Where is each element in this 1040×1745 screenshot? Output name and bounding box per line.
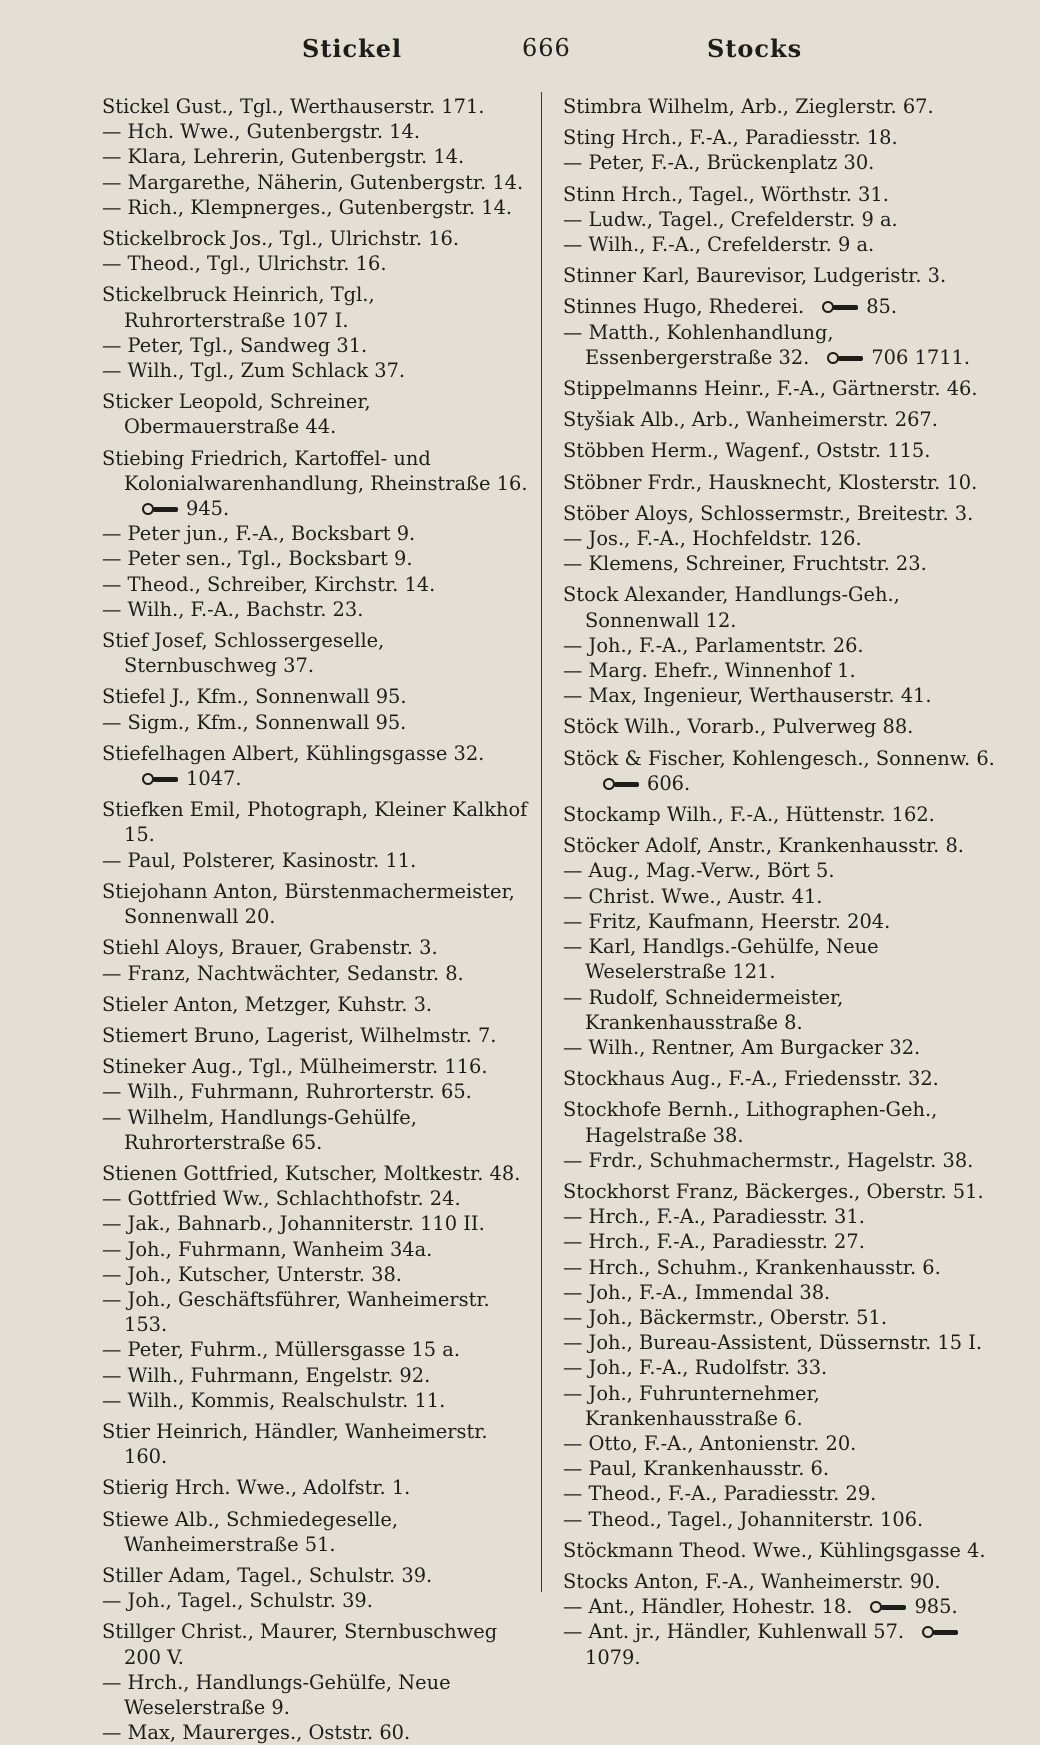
directory-entry: — Wilh., F.-A., Bachstr. 23. (102, 597, 364, 621)
directory-entry: — Peter, Tgl., Sandweg 31. (102, 333, 368, 357)
directory-entry: — Joh., Fuhrunternehmer, Krankenhausstraße 6. (563, 1381, 826, 1430)
directory-entry: — Margarethe, Näherin, Gutenbergstr. 14. (102, 170, 524, 194)
directory-entry: — Max, Maurerges., Oststr. 60. (102, 1721, 411, 1745)
directory-entry: — Ludw., Tagel., Crefelderstr. 9 a. (563, 207, 898, 231)
directory-entry: Stiehl Aloys, Brauer, Grabenstr. 3. (102, 936, 438, 960)
directory-entry: — Joh., Kutscher, Unterstr. 38. (102, 1262, 402, 1286)
directory-entry: — Peter, F.-A., Brückenplatz 30. (563, 151, 875, 175)
directory-entry: — Marg. Ehefr., Winnenhof 1. (563, 659, 856, 683)
directory-entry: — Jos., F.-A., Hochfeldstr. 126. (563, 527, 862, 551)
directory-entry: Stöck Wilh., Vorarb., Pulverweg 88. (563, 715, 914, 739)
telephone-icon (827, 352, 865, 366)
directory-entry: Stinn Hrch., Tagel., Wörthstr. 31. (563, 182, 889, 206)
directory-entry: Stöbner Frdr., Hausknecht, Klosterstr. 10. (563, 470, 978, 494)
directory-entry: — Wilhelm, Handlungs-Gehülfe, Ruhrorterstraße 65. (102, 1105, 424, 1154)
directory-entry: Stief Josef, Schlossergeselle, Sternbuschweg 37. (102, 629, 391, 678)
directory-entry: Stierig Hrch. Wwe., Adolfstr. 1. (102, 1476, 411, 1500)
directory-entry: — Joh., Fuhrmann, Wanheim 34a. (102, 1237, 433, 1261)
directory-entry: — Joh., Bureau-Assistent, Düssernstr. 15 I. (563, 1331, 983, 1355)
directory-entry: Stickel Gust., Tgl., Werthauserstr. 171. (102, 95, 485, 118)
telephone-icon (603, 778, 641, 792)
right-column (563, 88, 1003, 1670)
directory-entry: Stiewe Alb., Schmiedegeselle, Wanheimerstraße 51. (102, 1507, 405, 1556)
directory-entry: — Joh., Geschäftsführer, Wanheimerstr. 153. (102, 1287, 496, 1337)
directory-entry: — Aug., Mag.-Verw., Bört 5. (563, 859, 835, 883)
directory-entry: Stineker Aug., Tgl., Mülheimerstr. 116. (102, 1055, 488, 1079)
directory-entry: — Sigm., Kfm., Sonnenwall 95. (102, 710, 407, 734)
directory-entry: — Joh., Bäckermstr., Oberstr. 51. (563, 1305, 888, 1329)
directory-entry: Stöck & Fischer, Kohlengesch., Sonnenw. 6.606. (563, 746, 995, 795)
directory-entry: — Wilh., Fuhrmann, Engelstr. 92. (102, 1363, 431, 1387)
directory-entry: — Frdr., Schuhmachermstr., Hagelstr. 38. (563, 1148, 974, 1172)
directory-entry: Stienen Gottfried, Kutscher, Moltkestr. 48. (102, 1161, 521, 1185)
directory-entry: — Paul, Krankenhausstr. 6. (563, 1457, 830, 1481)
directory-entry: — Joh., Tagel., Schulstr. 39. (102, 1589, 373, 1613)
telephone-icon (142, 773, 180, 787)
directory-entry: — Matth., Kohlenhandlung, Essenbergerstraße 32. 706 1711. (563, 320, 971, 369)
directory-entry: Stickelbruck Heinrich, Tgl., Ruhrorterstraße 107 I. (102, 283, 381, 332)
directory-entry: Sticker Leopold, Schreiner, Obermauerstraße 44. (102, 390, 377, 439)
directory-entry: Stieler Anton, Metzger, Kuhstr. 3. (102, 992, 433, 1016)
directory-entry: Stiefken Emil, Photograph, Kleiner Kalkhof 15. (102, 798, 534, 847)
directory-entry: — Theod., Tagel., Johanniterstr. 106. (563, 1507, 924, 1531)
directory-entry: Stöbben Herm., Wagenf., Oststr. 115. (563, 439, 931, 463)
directory-entry: — Peter, Fuhrm., Müllersgasse 15 a. (102, 1338, 461, 1362)
directory-entry: — Fritz, Kaufmann, Heerstr. 204. (563, 909, 891, 933)
directory-entry: — Peter jun., F.-A., Bocksbart 9. (102, 522, 416, 546)
directory-entry: Stippelmanns Heinr., F.-A., Gärtnerstr. 46. (563, 377, 978, 401)
directory-entry: Stiebing Friedrich, Kartoffel- und Kolonialwarenhandlung, Rheinstraße 16.945. (102, 446, 528, 521)
directory-entry: Sting Hrch., F.-A., Paradiesstr. 18. (563, 126, 898, 150)
directory-entry: — Wilh., Tgl., Zum Schlack 37. (102, 359, 406, 383)
directory-entry: — Klara, Lehrerin, Gutenbergstr. 14. (102, 145, 465, 169)
directory-entry: Stockhofe Bernh., Lithographen-Geh., Hagelstraße 38. (563, 1098, 944, 1147)
directory-entry: — Karl, Handlgs.-Gehülfe, Neue Weselerstraße 121. (563, 935, 885, 984)
directory-entry: — Otto, F.-A., Antonienstr. 20. (563, 1431, 857, 1455)
directory-entry: Stockamp Wilh., F.-A., Hüttenstr. 162. (563, 803, 935, 827)
directory-entry: — Wilh., Kommis, Realschulstr. 11. (102, 1388, 446, 1412)
directory-entry: Stöber Aloys, Schlossermstr., Breitestr. 3. (563, 501, 974, 525)
directory-entry: Stöcker Adolf, Anstr., Krankenhausstr. 8. (563, 834, 964, 858)
directory-entry: Stillger Christ., Maurer, Sternbuschweg 200 V. (102, 1620, 504, 1669)
left-column (102, 88, 534, 1745)
running-head-right: Stocks (707, 34, 803, 63)
directory-entry: — Hch. Wwe., Gutenbergstr. 14. (102, 120, 420, 144)
directory-entry: — Joh., F.-A., Immendal 38. (563, 1280, 831, 1304)
directory-entry: — Hrch., Handlungs-Gehülfe, Neue Weselerstraße 9. (102, 1670, 457, 1719)
directory-entry: — Paul, Polsterer, Kasinostr. 11. (102, 848, 417, 872)
directory-entry: — Ant. jr., Händler, Kuhlenwall 57.1079. (563, 1619, 1003, 1669)
running-head-left: Stickel (302, 34, 403, 63)
directory-entry: — Franz, Nachtwächter, Sedanstr. 8. (102, 961, 464, 985)
column-divider (541, 92, 542, 1592)
directory-entry: — Wilh., Fuhrmann, Ruhrorterstr. 65. (102, 1080, 472, 1104)
directory-entry: — Joh., F.-A., Rudolfstr. 33. (563, 1356, 828, 1380)
directory-entry: — Hrch., F.-A., Paradiesstr. 31. (563, 1205, 865, 1229)
directory-entry: Stickelbrock Jos., Tgl., Ulrichstr. 16. (102, 227, 460, 251)
directory-entry: Stockhorst Franz, Bäckerges., Oberstr. 51. (563, 1179, 984, 1203)
directory-entry: Stiefel J., Kfm., Sonnenwall 95. (102, 685, 407, 709)
directory-entry: Stimbra Wilhelm, Arb., Zieglerstr. 67. (563, 95, 934, 118)
directory-entry: — Wilh., F.-A., Crefelderstr. 9 a. (563, 233, 875, 257)
directory-entry: — Hrch., Schuhm., Krankenhausstr. 6. (563, 1255, 941, 1279)
directory-entry: Stockhaus Aug., F.-A., Friedensstr. 32. (563, 1067, 939, 1091)
directory-entry: — Ant., Händler, Hohestr. 18. 985. (563, 1595, 958, 1619)
directory-entry: — Gottfried Ww., Schlachthofstr. 24. (102, 1187, 461, 1211)
page-header (0, 34, 1040, 74)
directory-entry: — Rudolf, Schneidermeister, Krankenhausstraße 8. (563, 985, 850, 1034)
directory-entry: — Peter sen., Tgl., Bocksbart 9. (102, 547, 413, 571)
telephone-icon (822, 301, 860, 315)
directory-entry: — Joh., F.-A., Parlamentstr. 26. (563, 633, 864, 657)
telephone-icon (142, 503, 180, 517)
page-number: 666 (522, 34, 571, 62)
directory-entry: — Hrch., F.-A., Paradiesstr. 27. (563, 1230, 865, 1254)
directory-entry: Stinnes Hugo, Rhederei. 85. (563, 295, 898, 319)
directory-entry: — Jak., Bahnarb., Johanniterstr. 110 II. (102, 1212, 485, 1236)
directory-entry: — Klemens, Schreiner, Fruchtstr. 23. (563, 552, 927, 576)
directory-entry: — Wilh., Rentner, Am Burgacker 32. (563, 1035, 921, 1059)
directory-entry: — Theod., Tgl., Ulrichstr. 16. (102, 252, 387, 276)
directory-entry: — Theod., F.-A., Paradiesstr. 29. (563, 1482, 877, 1506)
directory-entry: — Max, Ingenieur, Werthauserstr. 41. (563, 684, 932, 708)
directory-entry: Stock Alexander, Handlungs-Geh., Sonnenwall 12. (563, 583, 906, 632)
directory-entry: Stinner Karl, Baurevisor, Ludgeristr. 3. (563, 264, 947, 288)
directory-entry: — Theod., Schreiber, Kirchstr. 14. (102, 572, 436, 596)
directory-entry: Stiejohann Anton, Bürstenmachermeister, Sonnenwall 20. (102, 879, 521, 929)
telephone-icon (922, 1626, 960, 1640)
directory-entry: — Christ. Wwe., Austr. 41. (563, 884, 823, 908)
directory-entry: Stiller Adam, Tagel., Schulstr. 39. (102, 1563, 433, 1587)
directory-entry: Stöckmann Theod. Wwe., Kühlingsgasse 4. (563, 1538, 986, 1562)
directory-entry: — Rich., Klempnerges., Gutenbergstr. 14. (102, 195, 513, 219)
directory-entry: Stiefelhagen Albert, Kühlingsgasse 32.1047. (102, 741, 485, 791)
directory-entry: Stocks Anton, F.-A., Wanheimerstr. 90. (563, 1569, 941, 1593)
directory-entry: Stier Heinrich, Händler, Wanheimerstr. 160. (102, 1419, 494, 1469)
directory-entry: Styšiak Alb., Arb., Wanheimerstr. 267. (563, 408, 938, 432)
directory-entry: Stiemert Bruno, Lagerist, Wilhelmstr. 7. (102, 1023, 497, 1047)
telephone-icon (870, 1601, 908, 1615)
